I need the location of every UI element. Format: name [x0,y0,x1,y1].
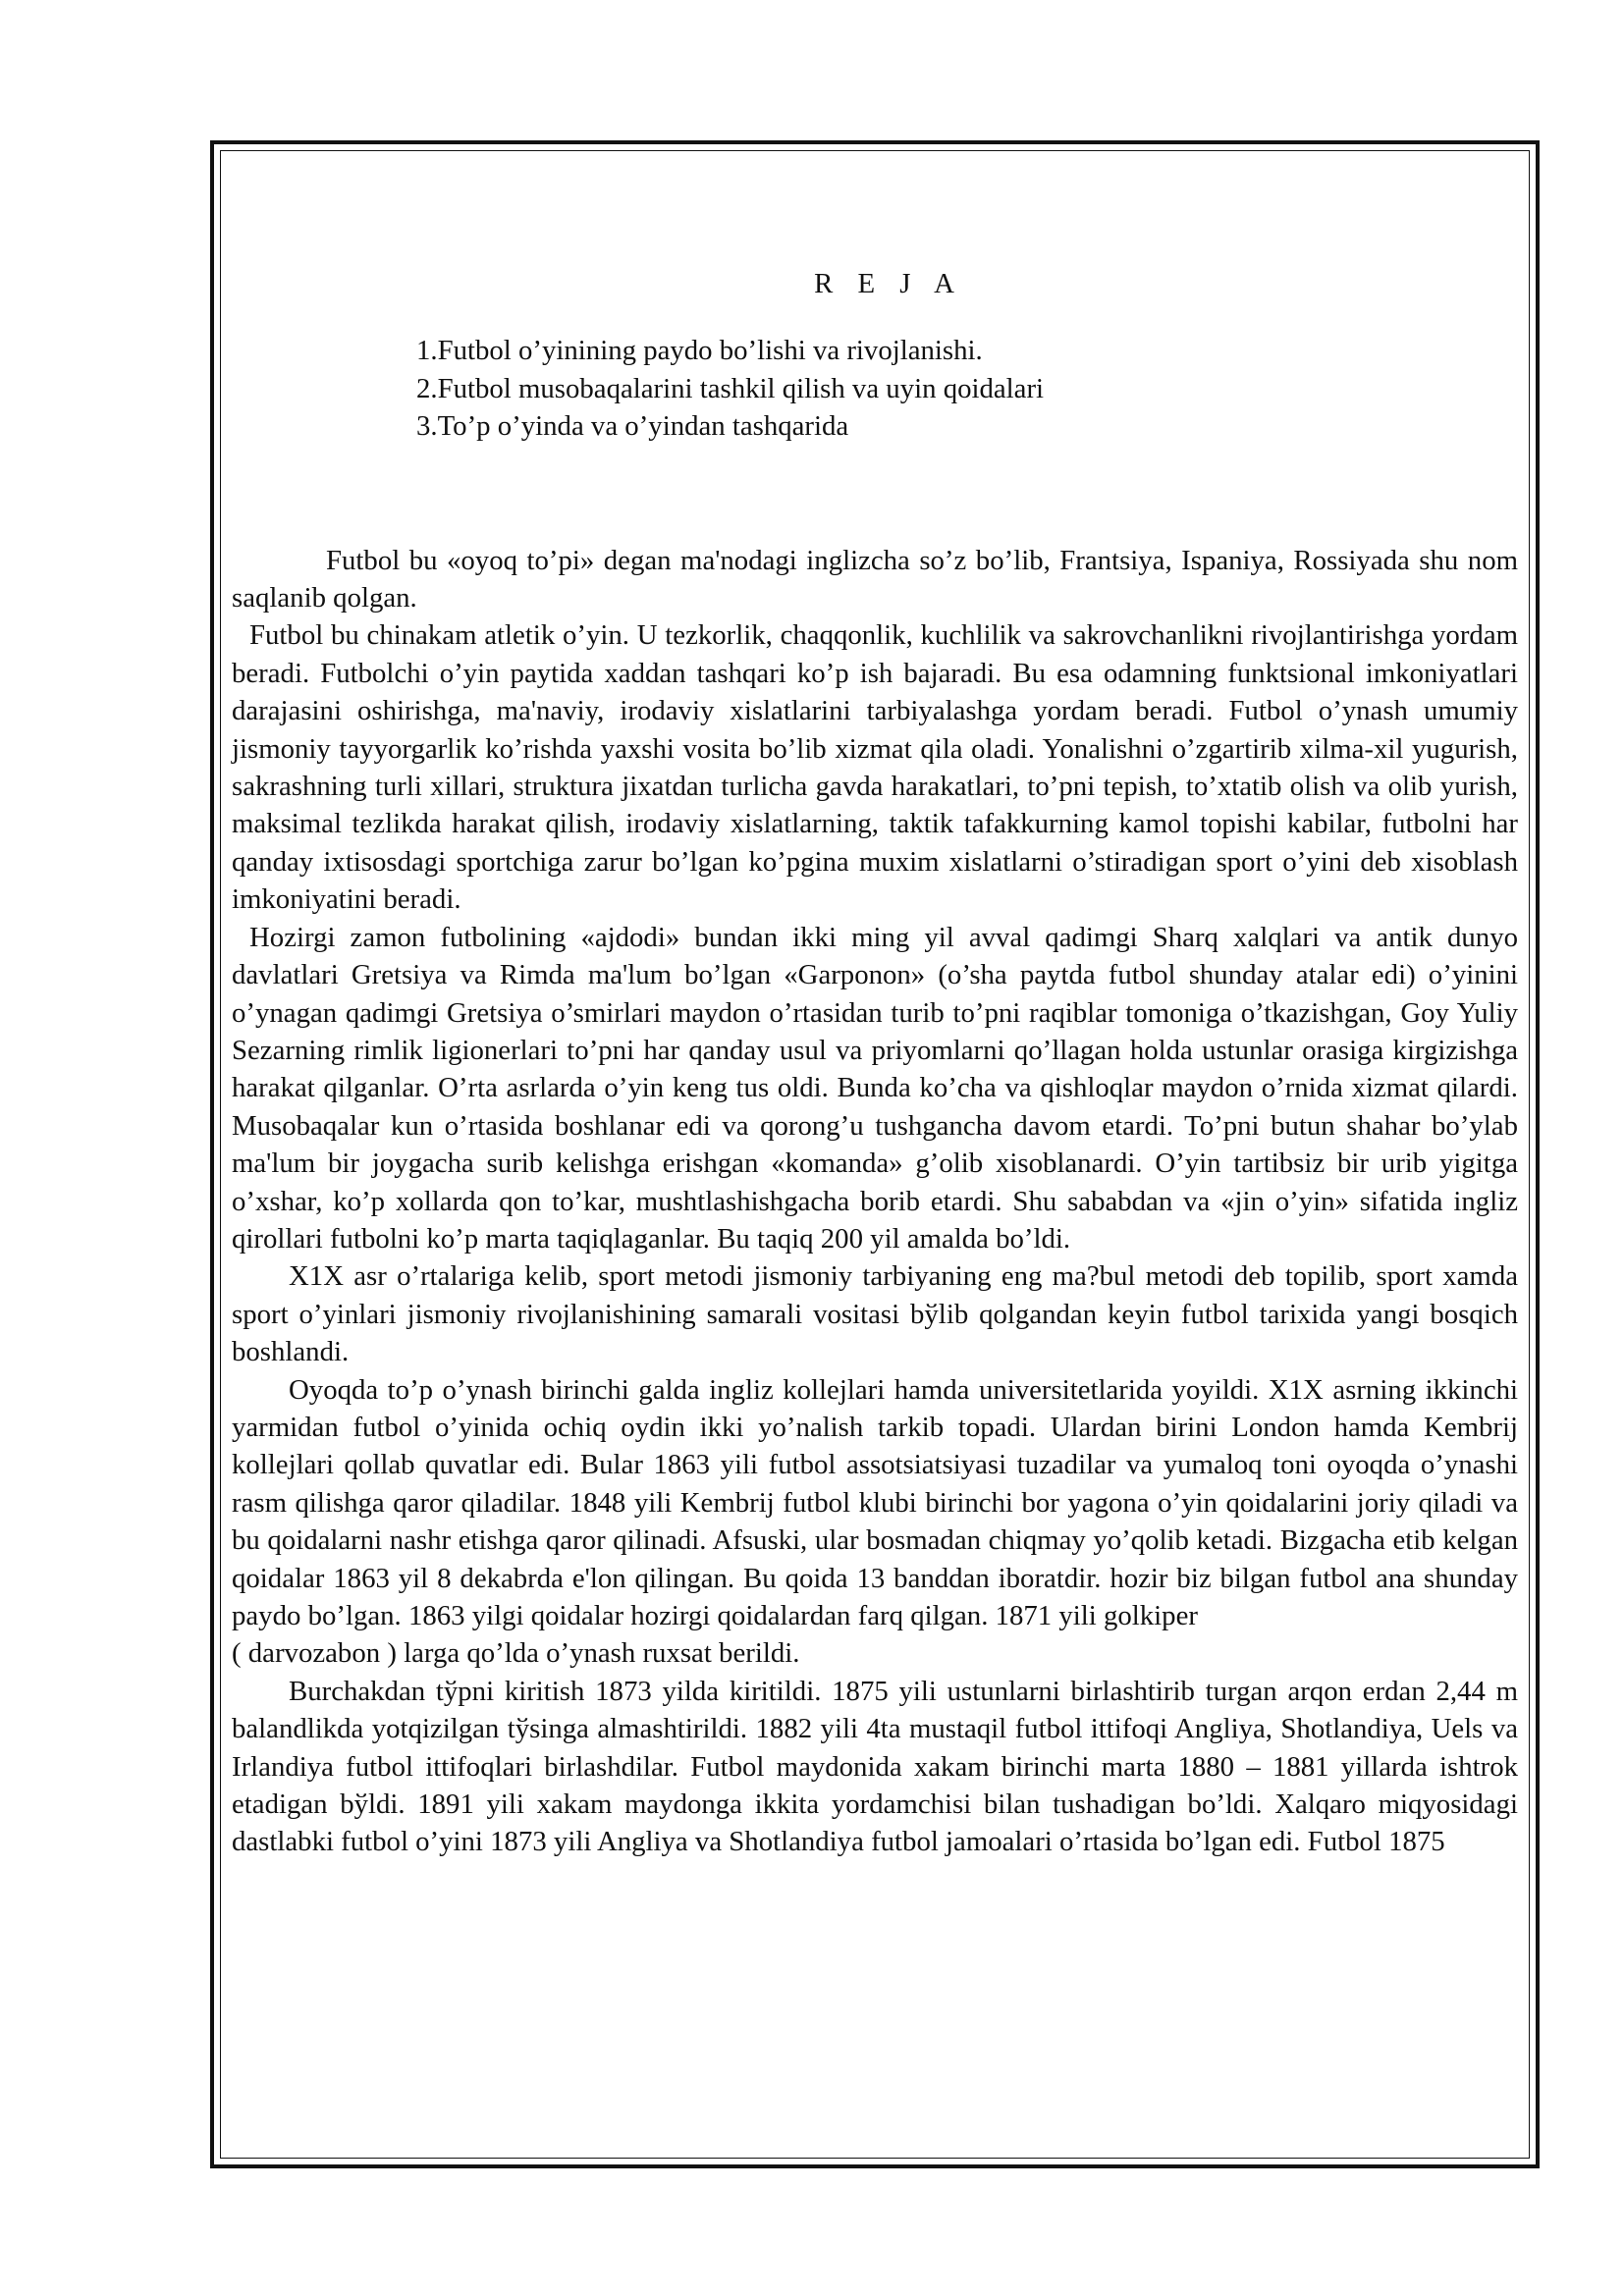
plan-item-2: 2.Futbol musobaqalarini tashkil qilish va uyin qoidalari [416,372,1045,404]
document-content [232,265,1518,1861]
paragraph-colleges: Oyoqda to’p o’ynash birinchi galda ingliz kollejlari hamda universitetlarida yoyildi. X1X asrning ikkinchi yarmidan futbol o’yinida ochiq oydin ikki yo’nalish tarkib topadi. Ulardan birini London hamda Kembrij kollejlari qollab quvatlar edi. Bular 1863 yili futbol assotsiatsiyasi tuzadilar va yumaloq toni oyoqda o’ynashi rasm qilishga qaror qiladilar. 1848 yili Kembrij futbol klubi birinchi bor yagona o’yin qoidalarini joriy qiladi va bu qoidalarni nashr etishga qaror qilinadi. Afsuski, ular bosmadan chiqmay yo’qolib ketadi. Bizgacha etib kelgan qoidalar 1863 yil 8 dekabrda e'lon qilingan. Bu qoida 13 banddan iboratdir. hozir biz bilgan futbol ana shunday paydo bo’lgan. 1863 yilgi qoidalar hozirgi qoidalardan farq qilgan. 1871 yili golkiper [232,1373,1518,1631]
paragraph-athletic-game: Futbol bu chinakam atletik o’yin. U tezkorlik, chaqqonlik, kuchlilik va sakrovchanlikni rivojlantirishga yordam beradi. Futbolchi o’yin paytida xaddan tashqari ko’p ish bajaradi. Bu esa odamning funktsional imkoniyatlari darajasini oshirishga, ma'naviy, irodaviy xislatlarini tarbiyalashga yordam beradi. Futbol o’ynash umumiy jismoniy tayyorgarlik ko’rishda yaxshi vosita bo’lib xizmat qila oladi. Yonalishni o’zgartirib xilma-xil yugurish, sakrashning turli xillari, struktura jixatdan turlicha gavda harakatlari, to’pni tepish, to’xtatib olish va olib yurish, maksimal tezlikda harakat qilish, irodaviy xislatlarning, taktik tafakkurning kamol topishi kabilar, futbolni har qanday ixtisosdagi sportchiga zarur bo’lgan ko’pgina muxim xislatlarni o’stiradigan sport o’yini deb xisoblash imkoniyatini beradi. [232,619,1518,916]
paragraph-19th-century: X1X asr o’rtalariga kelib, sport metodi jismoniy tarbiyaning eng ma?bul metodi deb topilib, sport xamda sport o’yinlari jismoniy rivojlanishining samarali vositasi bўlib qolgandan keyin futbol tarixida yangi bosqich boshlandi. [232,1260,1518,1368]
plan-list [232,332,1518,445]
plan-item-1: 1.Futbol o’yinining paydo bo’lishi va rivojlanishi. [416,335,983,367]
paragraph-history-ancient: Hozirgi zamon futbolining «ajdodi» bundan ikki ming yil avval qadimgi Sharq xalqlari va antik dunyo davlatlari Gretsiya va Rimda ma'lum bo’lgan «Garponon» (o’sha paytda futbol shunday atalar edi) o’yinini o’ynagan qadimgi Gretsiya o’smirlari maydon o’rtasidan turib to’pni raqiblar tomoniga o’tkazishgan, Goy Yuliy Sezarning rimlik ligionerlari to’pni har qanday usul va priyomlarni qo’llagan holda ustunlar orasiga kirgizishga harakat qilganlar. O’rta asrlarda o’yin keng tus oldi. Bunda ko’cha va qishloqlar maydon o’rnida xizmat qilardi. Musobaqalar kun o’rtasida boshlanar edi va qorong’u tushgancha davom etardi. To’pni butun shahar bo’ylab ma'lum bir joygacha surib kelishga erishgan «komanda» g’olib xisoblanardi. O’yin tartibsiz bir urib yigitga o’xshar, ko’p xollarda qon to’kar, mushtlashishgacha borib etardi. Shu sababdan va «jin o’yin» sifatida ingliz qirollari futbolni ko’p marta taqiqlaganlar. Bu taqiq 200 yil amalda bo’ldi. [232,921,1518,1255]
plan-item-3: 3.To’p o’yinda va o’yindan tashqarida [416,410,849,443]
paragraph-goalkeeper: ( darvozabon ) larga qo’lda o’ynash ruxsat berildi. [232,1637,800,1670]
plan-title: R E J A [814,268,963,299]
paragraph-corner-kick: Burchakdan tўpni kiritish 1873 yilda kiritildi. 1875 yili ustunlarni birlashtirib turgan arqon erdan 2,44 m balandlikda yotqizilgan tўsinga almashtirildi. 1882 yili 4ta mustaqil futbol ittifoqi Angliya, Shotlandiya, Uels va Irlandiya futbol ittifoqlari birlashdilar. Futbol maydonida xakam birinchi marta 1880 – 1881 yillarda ishtrok etadigan bўldi. 1891 yili xakam maydonga ikkita yordamchisi bilan tushadigan bo’ldi. Xalqaro miqyosidagi dastlabki futbol o’yini 1873 yili Angliya va Shotlandiya futbol jamoalari o’rtasida bo’lgan edi. Futbol 1875 [232,1675,1518,1858]
paragraph-definition: Futbol bu «oyoq to’pi» degan ma'nodagi inglizcha so’z bo’lib, Frantsiya, Ispaniya, Rossiyada shu nom saqlanib qolgan. [232,544,1518,614]
body-text [232,542,1518,1861]
